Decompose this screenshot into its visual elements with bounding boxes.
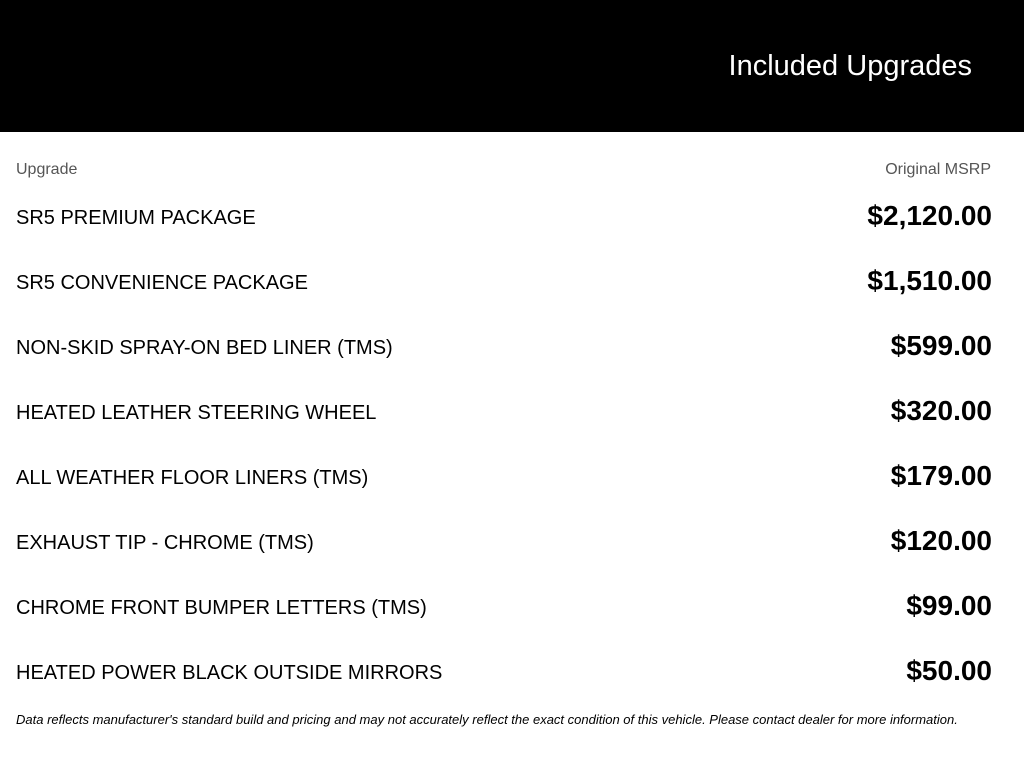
upgrade-price: $599.00 (890, 330, 992, 361)
table-row (0, 510, 1024, 575)
table-row (0, 380, 1024, 445)
upgrade-name: EXHAUST TIP - CHROME (TMS) (16, 532, 314, 554)
upgrade-price: $1,510.00 (867, 265, 992, 296)
table-row (0, 315, 1024, 380)
upgrades-list (0, 185, 1024, 705)
upgrade-name: SR5 CONVENIENCE PACKAGE (16, 272, 308, 294)
upgrade-name: ALL WEATHER FLOOR LINERS (TMS) (16, 467, 369, 489)
upgrade-price: $2,120.00 (867, 200, 992, 231)
table-row (0, 640, 1024, 705)
upgrade-price: $179.00 (890, 460, 992, 491)
upgrade-price: $99.00 (906, 590, 992, 621)
upgrade-name: SR5 PREMIUM PACKAGE (16, 207, 256, 229)
table-row (0, 185, 1024, 250)
header-banner (0, 0, 1024, 132)
upgrade-price: $50.00 (906, 655, 992, 686)
upgrade-price: $320.00 (890, 395, 992, 426)
upgrade-name: NON-SKID SPRAY-ON BED LINER (TMS) (16, 337, 393, 359)
disclaimer-text: Data reflects manufacturer's standard build and pricing and may not accurately reflect the exact condition of this vehicle. Please contact dealer for more information. (16, 712, 958, 727)
page-title: Included Upgrades (728, 50, 972, 82)
column-header-upgrade: Upgrade (16, 161, 78, 178)
table-row (0, 445, 1024, 510)
table-row (0, 575, 1024, 640)
upgrade-name: CHROME FRONT BUMPER LETTERS (TMS) (16, 597, 427, 619)
table-row (0, 250, 1024, 315)
upgrade-price: $120.00 (890, 525, 992, 556)
column-header-msrp: Original MSRP (885, 161, 991, 178)
upgrade-name: HEATED POWER BLACK OUTSIDE MIRRORS (16, 662, 443, 684)
upgrade-name: HEATED LEATHER STEERING WHEEL (16, 402, 377, 424)
